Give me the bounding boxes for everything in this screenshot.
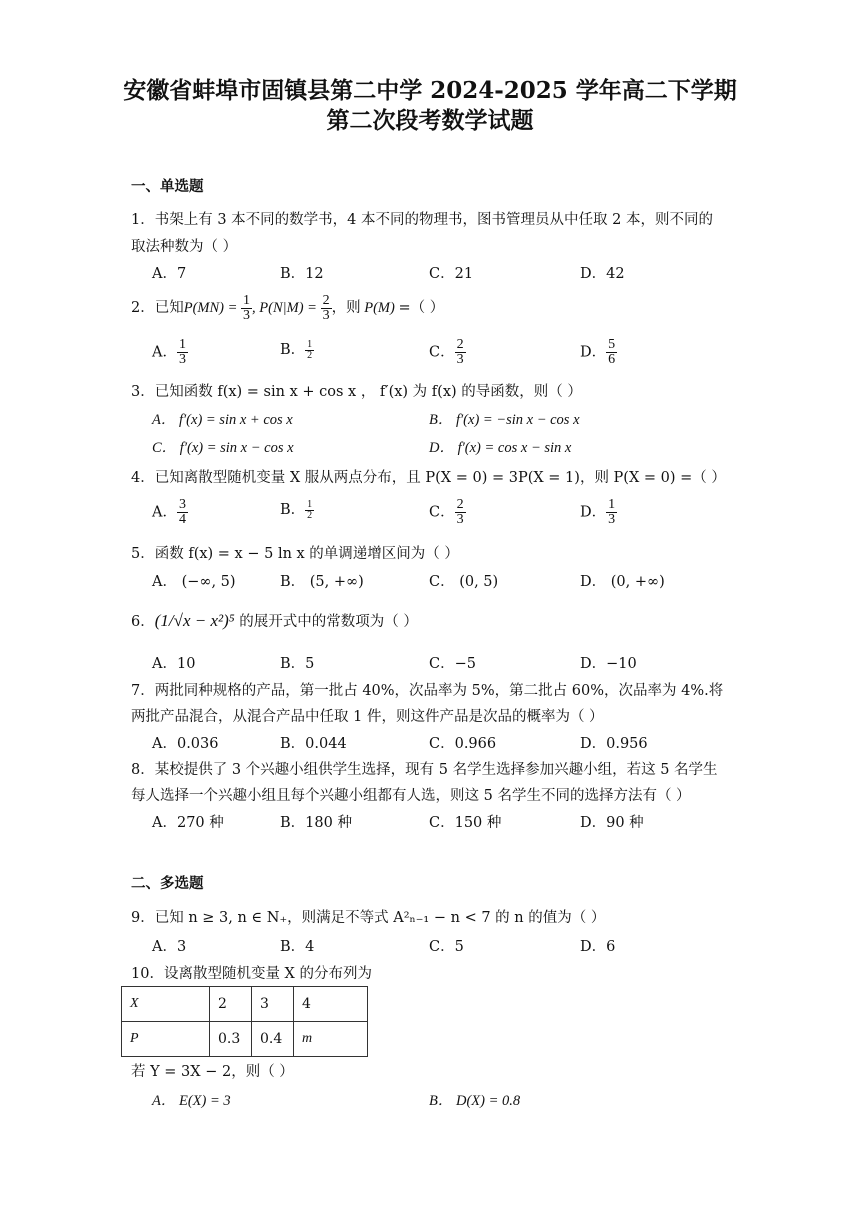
q2-formula: P(MN) = $\frac{1}{3}$ , P(N|M) = $\frac{2}{3}$ [183,293,330,323]
q5-option-c[interactable]: C． (0, 5) [429,574,499,590]
q7-option-b[interactable]: B．0.044 [280,736,347,752]
q6-option-a[interactable]: A．10 [152,656,196,672]
q6-prefix: 6． [131,614,155,630]
q3-option-d[interactable]: D． f′(x) = cos x − sin x [429,440,572,456]
table-cell: P [122,1022,210,1057]
table-cell: m [294,1022,368,1057]
q3-option-b[interactable]: B． f′(x) = −sin x − cos x [429,412,580,428]
q3-options-row-2 [152,436,752,462]
q2-suffix: ，则 [331,299,361,316]
q1-option-d[interactable]: D．42 [580,266,625,282]
page-title-line-1: 安徽省蚌埠市固镇县第二中学 2024-2025 学年高二下学期 [123,77,737,104]
q7-stem-line-2: 两批产品混合，从混合产品中任取 1 件，则这件产品是次品的概率为（ ） [131,709,604,725]
q7-option-d[interactable]: D．0.956 [580,736,648,752]
q5-option-d[interactable]: D． (0, +∞) [580,574,665,590]
q10-condition: 若 Y = 3X − 2，则（ ） [131,1064,294,1080]
table-cell: 3 [252,987,294,1022]
q1-options [152,262,752,288]
q2-prefix: 2．已知 [131,299,184,316]
q6-option-d[interactable]: D．−10 [580,656,637,672]
q9-option-a[interactable]: A．3 [152,939,187,955]
q2-tail: =（ ） [398,299,445,316]
q2-option-d[interactable]: D． $\frac{5}{6}$ [580,337,616,367]
q8-options [152,811,752,837]
q2-options [152,337,752,367]
table-row [122,987,368,1022]
q4-option-a[interactable]: A． $\frac{3}{4}$ [152,497,186,527]
q10-stem: 10．设离散型随机变量 X 的分布列为 [131,966,372,982]
q6-option-c[interactable]: C．−5 [429,656,476,672]
q6-option-b[interactable]: B．5 [280,656,315,672]
q1-option-b[interactable]: B．12 [280,266,324,282]
table-cell: 2 [210,987,252,1022]
section-multiple-choice: 二、多选题 [131,875,204,892]
q10-options [152,1089,752,1115]
q10-option-a[interactable]: A． E(X) = 3 [152,1093,231,1109]
table-cell: 0.4 [252,1022,294,1057]
table-row [122,1022,368,1057]
q3-options-row-1 [152,408,752,434]
q9-options [152,935,752,961]
q3-stem: 3．已知函数 f(x) = sin x + cos x ， f′(x) 为 f(x) 的导函数，则（ ） [131,384,582,400]
q4-option-d[interactable]: D． $\frac{1}{3}$ [580,497,616,527]
table-cell: 0.3 [210,1022,252,1057]
q10-distribution-table [121,986,368,1057]
q8-option-b[interactable]: B．180 种 [280,815,352,831]
q6-options [152,652,752,678]
q5-option-b[interactable]: B． (5, +∞) [280,574,364,590]
q5-option-a[interactable]: A． (−∞, 5) [152,574,236,590]
q1-stem-line-1: 1．书架上有 3 本不同的数学书，4 本不同的物理书，图书管理员从中任取 2 本，则不同的 [131,212,713,228]
q1-stem-line-2: 取法种数为（ ） [131,239,238,255]
q3-option-c[interactable]: C． f′(x) = sin x − cos x [152,440,294,456]
q10-option-b[interactable]: B． D(X) = 0.8 [429,1093,521,1109]
q3-option-a[interactable]: A． f′(x) = sin x + cos x [152,412,293,428]
q7-stem-line-1: 7．两批同种规格的产品，第一批占 40%，次品率为 5%，第二批占 60%，次品率为 4%.将 [131,683,724,699]
q2-stem: 2．已知P(MN) = $\frac{1}{3}$ , P(N|M) = $\frac{2}{3}$ ，则 P(M) =（ ） [131,293,445,323]
q9-stem: 9．已知 n ≥ 3, n ∈ N₊，则满足不等式 A²ₙ₋₁ − n < 7 的 n 的值为（ ） [131,910,606,926]
table-cell: 4 [294,987,368,1022]
q5-options [152,570,752,596]
q4-options [152,497,752,527]
q7-option-c[interactable]: C．0.966 [429,736,497,752]
q2-option-c[interactable]: C． $\frac{2}{3}$ [429,337,464,367]
table-cell: X [122,987,210,1022]
q4-option-b[interactable]: B． $\frac{1}{2}$ [280,498,313,521]
q6-stem [131,610,418,631]
q9-option-d[interactable]: D．6 [580,939,616,955]
q2-option-b[interactable]: B． $\frac{1}{2}$ [280,338,313,361]
q4-option-c[interactable]: C． $\frac{2}{3}$ [429,497,464,527]
q9-option-c[interactable]: C．5 [429,939,464,955]
q1-option-c[interactable]: C．21 [429,266,474,282]
q1-option-a[interactable]: A．7 [152,266,187,282]
section-single-choice: 一、单选题 [131,178,204,195]
q8-option-a[interactable]: A．270 种 [152,815,224,831]
q8-stem-line-2: 每人选择一个兴趣小组且每个兴趣小组都有人选，则这 5 名学生不同的选择方法有（ ） [131,788,691,804]
q5-stem: 5．函数 f(x) = x − 5 ln x 的单调递增区间为（ ） [131,546,459,562]
q8-stem-line-1: 8．某校提供了 3 个兴趣小组供学生选择，现有 5 名学生选择参加兴趣小组，若这 5 名学生 [131,762,718,778]
q2-option-a[interactable]: A． $\frac{1}{3}$ [152,337,186,367]
q8-option-c[interactable]: C．150 种 [429,815,502,831]
q9-option-b[interactable]: B．4 [280,939,315,955]
q6-suffix: 的展开式中的常数项为（ ） [234,614,418,630]
page-title-line-2: 第二次段考数学试题 [326,107,534,134]
q6-expression: (1/√x − x²)⁵ [154,611,235,630]
q7-option-a[interactable]: A．0.036 [152,736,219,752]
q8-option-d[interactable]: D．90 种 [580,815,644,831]
q4-stem: 4．已知离散型随机变量 X 服从两点分布，且 P(X = 0) = 3P(X = 1)，则 P(X = 0) =（ ） [131,470,726,486]
q7-options [152,732,752,758]
